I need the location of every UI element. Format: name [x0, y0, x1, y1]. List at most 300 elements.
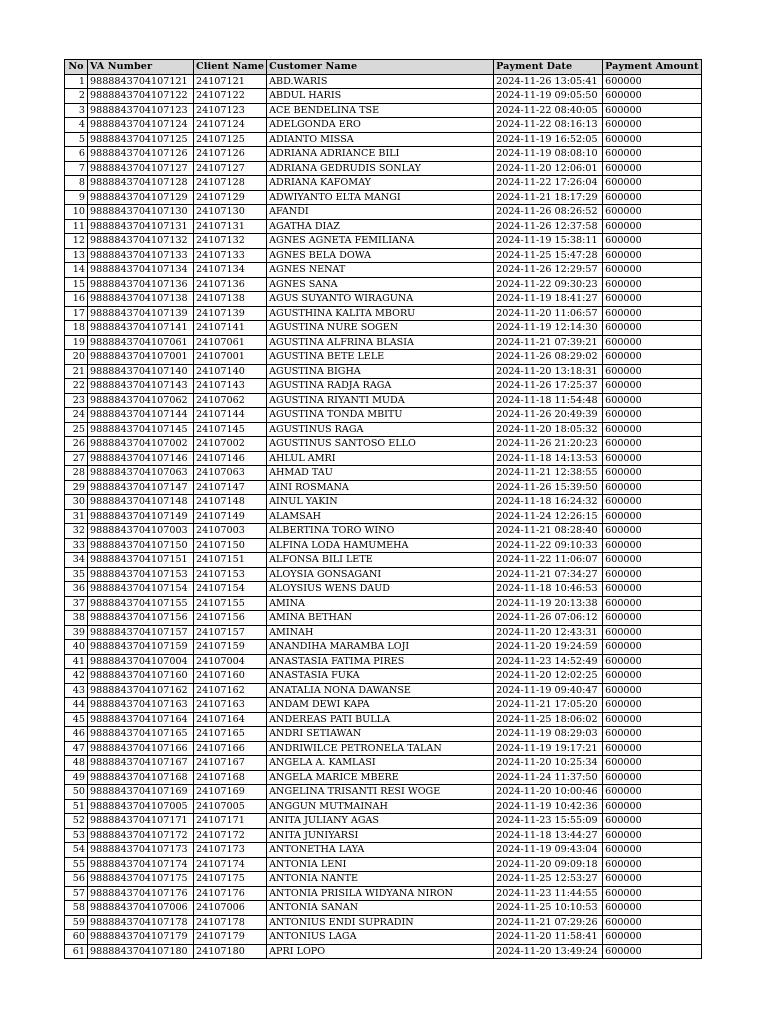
- cell-payment-amount: 600000: [603, 393, 702, 408]
- cell-no: 50: [65, 785, 88, 800]
- cell-no: 13: [65, 248, 88, 263]
- cell-no: 52: [65, 814, 88, 829]
- cell-no: 24: [65, 408, 88, 423]
- table-row: [65, 190, 702, 205]
- cell-client-name: 24107134: [194, 263, 267, 278]
- cell-payment-amount: 600000: [603, 611, 702, 626]
- cell-payment-amount: 600000: [603, 74, 702, 89]
- cell-va-number: 9888843704107004: [88, 654, 194, 669]
- cell-client-name: 24107169: [194, 785, 267, 800]
- cell-no: 12: [65, 234, 88, 249]
- table-row: [65, 509, 702, 524]
- cell-payment-amount: 600000: [603, 843, 702, 858]
- cell-payment-date: 2024-11-23 11:44:55: [494, 886, 603, 901]
- cell-va-number: 9888843704107131: [88, 219, 194, 234]
- cell-no: 5: [65, 132, 88, 147]
- cell-payment-amount: 600000: [603, 451, 702, 466]
- cell-va-number: 9888843704107164: [88, 712, 194, 727]
- cell-no: 26: [65, 437, 88, 452]
- cell-va-number: 9888843704107001: [88, 350, 194, 365]
- cell-client-name: 24107062: [194, 393, 267, 408]
- cell-customer-name: ANGGUN MUTMAINAH: [267, 799, 494, 814]
- cell-client-name: 24107172: [194, 828, 267, 843]
- cell-customer-name: AHLUL AMRI: [267, 451, 494, 466]
- cell-payment-date: 2024-11-23 14:52:49: [494, 654, 603, 669]
- table-row: [65, 756, 702, 771]
- cell-payment-date: 2024-11-22 09:10:33: [494, 538, 603, 553]
- cell-va-number: 9888843704107180: [88, 944, 194, 959]
- cell-customer-name: APRI LOPO: [267, 944, 494, 959]
- cell-client-name: 24107130: [194, 205, 267, 220]
- cell-payment-amount: 600000: [603, 437, 702, 452]
- table-row: [65, 132, 702, 147]
- cell-payment-date: 2024-11-19 09:40:47: [494, 683, 603, 698]
- cell-no: 46: [65, 727, 88, 742]
- cell-payment-date: 2024-11-18 13:44:27: [494, 828, 603, 843]
- cell-payment-date: 2024-11-20 19:24:59: [494, 640, 603, 655]
- cell-no: 23: [65, 393, 88, 408]
- header-no: No: [65, 60, 88, 75]
- table-row: [65, 582, 702, 597]
- table-row: [65, 422, 702, 437]
- cell-payment-date: 2024-11-19 19:17:21: [494, 741, 603, 756]
- cell-customer-name: AGUSTINUS SANTOSO ELLO: [267, 437, 494, 452]
- cell-payment-amount: 600000: [603, 509, 702, 524]
- table-row: [65, 683, 702, 698]
- cell-payment-date: 2024-11-20 12:43:31: [494, 625, 603, 640]
- cell-va-number: 9888843704107175: [88, 872, 194, 887]
- cell-va-number: 9888843704107122: [88, 89, 194, 104]
- cell-no: 34: [65, 553, 88, 568]
- table-row: [65, 161, 702, 176]
- cell-va-number: 9888843704107145: [88, 422, 194, 437]
- cell-va-number: 9888843704107156: [88, 611, 194, 626]
- cell-payment-amount: 600000: [603, 132, 702, 147]
- cell-customer-name: ANASTASIA FATIMA PIRES: [267, 654, 494, 669]
- table-row: [65, 712, 702, 727]
- cell-client-name: 24107144: [194, 408, 267, 423]
- cell-payment-amount: 600000: [603, 147, 702, 162]
- cell-va-number: 9888843704107150: [88, 538, 194, 553]
- cell-payment-amount: 600000: [603, 263, 702, 278]
- cell-payment-amount: 600000: [603, 538, 702, 553]
- table-row: [65, 799, 702, 814]
- table-row: [65, 350, 702, 365]
- cell-payment-amount: 600000: [603, 350, 702, 365]
- cell-client-name: 24107173: [194, 843, 267, 858]
- cell-payment-date: 2024-11-19 15:38:11: [494, 234, 603, 249]
- cell-payment-date: 2024-11-21 12:38:55: [494, 466, 603, 481]
- cell-client-name: 24107004: [194, 654, 267, 669]
- table-row: [65, 553, 702, 568]
- table-row: [65, 277, 702, 292]
- table-row: [65, 335, 702, 350]
- cell-no: 39: [65, 625, 88, 640]
- cell-client-name: 24107154: [194, 582, 267, 597]
- header-payment-amount: Payment Amount: [603, 60, 702, 75]
- cell-va-number: 9888843704107154: [88, 582, 194, 597]
- cell-payment-date: 2024-11-22 11:06:07: [494, 553, 603, 568]
- table-row: [65, 944, 702, 959]
- table-row: [65, 872, 702, 887]
- cell-payment-date: 2024-11-20 13:49:24: [494, 944, 603, 959]
- cell-client-name: 24107124: [194, 118, 267, 133]
- table-row: [65, 263, 702, 278]
- cell-customer-name: ADIANTO MISSA: [267, 132, 494, 147]
- cell-customer-name: ANITA JULIANY AGAS: [267, 814, 494, 829]
- cell-va-number: 9888843704107006: [88, 901, 194, 916]
- cell-no: 14: [65, 263, 88, 278]
- cell-no: 22: [65, 379, 88, 394]
- cell-customer-name: AMINA: [267, 596, 494, 611]
- cell-payment-date: 2024-11-20 11:58:41: [494, 930, 603, 945]
- cell-client-name: 24107005: [194, 799, 267, 814]
- cell-client-name: 24107178: [194, 915, 267, 930]
- cell-va-number: 9888843704107163: [88, 698, 194, 713]
- cell-client-name: 24107156: [194, 611, 267, 626]
- cell-no: 55: [65, 857, 88, 872]
- cell-va-number: 9888843704107179: [88, 930, 194, 945]
- cell-va-number: 9888843704107063: [88, 466, 194, 481]
- cell-client-name: 24107171: [194, 814, 267, 829]
- cell-va-number: 9888843704107171: [88, 814, 194, 829]
- cell-payment-date: 2024-11-19 08:08:10: [494, 147, 603, 162]
- cell-payment-date: 2024-11-20 09:09:18: [494, 857, 603, 872]
- cell-client-name: 24107166: [194, 741, 267, 756]
- cell-va-number: 9888843704107155: [88, 596, 194, 611]
- cell-va-number: 9888843704107148: [88, 495, 194, 510]
- cell-client-name: 24107001: [194, 350, 267, 365]
- table-row: [65, 364, 702, 379]
- cell-client-name: 24107063: [194, 466, 267, 481]
- cell-no: 3: [65, 103, 88, 118]
- cell-no: 60: [65, 930, 88, 945]
- cell-va-number: 9888843704107153: [88, 567, 194, 582]
- cell-customer-name: AINI ROSMANA: [267, 480, 494, 495]
- cell-customer-name: ANDRIWILCE PETRONELA TALAN: [267, 741, 494, 756]
- cell-no: 48: [65, 756, 88, 771]
- cell-payment-amount: 600000: [603, 495, 702, 510]
- cell-customer-name: AGUSTINA RIYANTI MUDA: [267, 393, 494, 408]
- cell-no: 9: [65, 190, 88, 205]
- cell-payment-date: 2024-11-23 15:55:09: [494, 814, 603, 829]
- cell-customer-name: ALBERTINA TORO WINO: [267, 524, 494, 539]
- cell-va-number: 9888843704107146: [88, 451, 194, 466]
- cell-client-name: 24107147: [194, 480, 267, 495]
- cell-customer-name: ANDAM DEWI KAPA: [267, 698, 494, 713]
- cell-payment-date: 2024-11-25 15:47:28: [494, 248, 603, 263]
- table-row: [65, 379, 702, 394]
- cell-payment-amount: 600000: [603, 828, 702, 843]
- cell-no: 31: [65, 509, 88, 524]
- cell-customer-name: ANGELA MARICE MBERE: [267, 770, 494, 785]
- table-row: [65, 495, 702, 510]
- cell-va-number: 9888843704107173: [88, 843, 194, 858]
- cell-payment-date: 2024-11-18 16:24:32: [494, 495, 603, 510]
- cell-no: 32: [65, 524, 88, 539]
- cell-payment-amount: 600000: [603, 364, 702, 379]
- table-row: [65, 176, 702, 191]
- cell-client-name: 24107145: [194, 422, 267, 437]
- table-row: [65, 901, 702, 916]
- cell-customer-name: AGUSTINA BIGHA: [267, 364, 494, 379]
- cell-no: 25: [65, 422, 88, 437]
- cell-payment-amount: 600000: [603, 785, 702, 800]
- cell-va-number: 9888843704107124: [88, 118, 194, 133]
- cell-customer-name: ALAMSAH: [267, 509, 494, 524]
- cell-va-number: 9888843704107143: [88, 379, 194, 394]
- cell-payment-amount: 600000: [603, 553, 702, 568]
- cell-payment-date: 2024-11-21 18:17:29: [494, 190, 603, 205]
- table-row: [65, 567, 702, 582]
- cell-client-name: 24107136: [194, 277, 267, 292]
- cell-customer-name: AGUSTINA ALFRINA BLASIA: [267, 335, 494, 350]
- cell-payment-date: 2024-11-26 17:25:37: [494, 379, 603, 394]
- table-row: [65, 524, 702, 539]
- cell-client-name: 24107003: [194, 524, 267, 539]
- header-va-number: VA Number: [88, 60, 194, 75]
- table-row: [65, 292, 702, 307]
- cell-payment-amount: 600000: [603, 712, 702, 727]
- cell-va-number: 9888843704107144: [88, 408, 194, 423]
- cell-va-number: 9888843704107139: [88, 306, 194, 321]
- cell-client-name: 24107168: [194, 770, 267, 785]
- cell-customer-name: AFANDI: [267, 205, 494, 220]
- cell-payment-date: 2024-11-21 17:05:20: [494, 698, 603, 713]
- cell-payment-amount: 600000: [603, 89, 702, 104]
- header-payment-date: Payment Date: [494, 60, 603, 75]
- cell-client-name: 24107131: [194, 219, 267, 234]
- cell-va-number: 9888843704107128: [88, 176, 194, 191]
- cell-customer-name: ANITA JUNIYARSI: [267, 828, 494, 843]
- table-row: [65, 654, 702, 669]
- cell-payment-amount: 600000: [603, 292, 702, 307]
- cell-payment-date: 2024-11-25 12:53:27: [494, 872, 603, 887]
- cell-no: 1: [65, 74, 88, 89]
- cell-no: 61: [65, 944, 88, 959]
- cell-client-name: 24107146: [194, 451, 267, 466]
- cell-no: 18: [65, 321, 88, 336]
- cell-customer-name: AMINA BETHAN: [267, 611, 494, 626]
- header-customer-name: Customer Name: [267, 60, 494, 75]
- cell-va-number: 9888843704107141: [88, 321, 194, 336]
- cell-payment-amount: 600000: [603, 277, 702, 292]
- table-row: [65, 698, 702, 713]
- cell-customer-name: ANATALIA NONA DAWANSE: [267, 683, 494, 698]
- cell-payment-date: 2024-11-20 11:06:57: [494, 306, 603, 321]
- cell-no: 27: [65, 451, 88, 466]
- cell-client-name: 24107125: [194, 132, 267, 147]
- cell-va-number: 9888843704107149: [88, 509, 194, 524]
- table-row: [65, 915, 702, 930]
- table-body: [65, 74, 702, 959]
- cell-no: 19: [65, 335, 88, 350]
- cell-payment-amount: 600000: [603, 741, 702, 756]
- table-row: [65, 669, 702, 684]
- cell-client-name: 24107133: [194, 248, 267, 263]
- cell-va-number: 9888843704107168: [88, 770, 194, 785]
- cell-no: 36: [65, 582, 88, 597]
- cell-payment-date: 2024-11-26 12:29:57: [494, 263, 603, 278]
- cell-va-number: 9888843704107005: [88, 799, 194, 814]
- cell-payment-amount: 600000: [603, 596, 702, 611]
- table-row: [65, 466, 702, 481]
- cell-va-number: 9888843704107178: [88, 915, 194, 930]
- cell-payment-date: 2024-11-19 12:14:30: [494, 321, 603, 336]
- cell-payment-date: 2024-11-26 08:29:02: [494, 350, 603, 365]
- cell-customer-name: AGUSTHINA KALITA MBORU: [267, 306, 494, 321]
- cell-no: 41: [65, 654, 88, 669]
- cell-no: 59: [65, 915, 88, 930]
- cell-payment-amount: 600000: [603, 640, 702, 655]
- header-client-name: Client Name: [194, 60, 267, 75]
- cell-client-name: 24107129: [194, 190, 267, 205]
- cell-no: 33: [65, 538, 88, 553]
- cell-client-name: 24107163: [194, 698, 267, 713]
- table-row: [65, 596, 702, 611]
- cell-payment-amount: 600000: [603, 422, 702, 437]
- cell-payment-amount: 600000: [603, 915, 702, 930]
- cell-client-name: 24107175: [194, 872, 267, 887]
- cell-no: 2: [65, 89, 88, 104]
- cell-payment-date: 2024-11-25 10:10:53: [494, 901, 603, 916]
- cell-client-name: 24107157: [194, 625, 267, 640]
- cell-no: 54: [65, 843, 88, 858]
- cell-no: 51: [65, 799, 88, 814]
- cell-client-name: 24107126: [194, 147, 267, 162]
- cell-client-name: 24107148: [194, 495, 267, 510]
- cell-customer-name: ANANDIHA MARAMBA LOJI: [267, 640, 494, 655]
- cell-payment-amount: 600000: [603, 306, 702, 321]
- cell-va-number: 9888843704107003: [88, 524, 194, 539]
- table-row: [65, 451, 702, 466]
- cell-payment-date: 2024-11-22 08:16:13: [494, 118, 603, 133]
- cell-customer-name: ALOYSIUS WENS DAUD: [267, 582, 494, 597]
- cell-payment-date: 2024-11-22 08:40:05: [494, 103, 603, 118]
- cell-client-name: 24107155: [194, 596, 267, 611]
- cell-payment-date: 2024-11-20 12:02:25: [494, 669, 603, 684]
- cell-client-name: 24107165: [194, 727, 267, 742]
- cell-payment-date: 2024-11-22 09:30:23: [494, 277, 603, 292]
- cell-payment-date: 2024-11-26 20:49:39: [494, 408, 603, 423]
- table-row: [65, 741, 702, 756]
- cell-client-name: 24107151: [194, 553, 267, 568]
- cell-no: 37: [65, 596, 88, 611]
- cell-no: 58: [65, 901, 88, 916]
- cell-payment-date: 2024-11-21 07:34:27: [494, 567, 603, 582]
- cell-payment-date: 2024-11-19 10:42:36: [494, 799, 603, 814]
- cell-customer-name: ANTONETHA LAYA: [267, 843, 494, 858]
- cell-va-number: 9888843704107062: [88, 393, 194, 408]
- cell-client-name: 24107140: [194, 364, 267, 379]
- cell-customer-name: AGUS SUYANTO WIRAGUNA: [267, 292, 494, 307]
- cell-customer-name: ANTONIA PRISILA WIDYANA NIRON: [267, 886, 494, 901]
- table-row: [65, 118, 702, 133]
- cell-customer-name: ALOYSIA GONSAGANI: [267, 567, 494, 582]
- table-row: [65, 321, 702, 336]
- table-row: [65, 480, 702, 495]
- cell-client-name: 24107150: [194, 538, 267, 553]
- cell-client-name: 24107162: [194, 683, 267, 698]
- cell-client-name: 24107160: [194, 669, 267, 684]
- cell-payment-amount: 600000: [603, 625, 702, 640]
- cell-payment-amount: 600000: [603, 930, 702, 945]
- cell-customer-name: ALFINA LODA HAMUMEHA: [267, 538, 494, 553]
- cell-client-name: 24107122: [194, 89, 267, 104]
- cell-client-name: 24107002: [194, 437, 267, 452]
- cell-payment-amount: 600000: [603, 103, 702, 118]
- table-row: [65, 234, 702, 249]
- cell-va-number: 9888843704107159: [88, 640, 194, 655]
- cell-va-number: 9888843704107061: [88, 335, 194, 350]
- cell-payment-date: 2024-11-21 07:29:26: [494, 915, 603, 930]
- cell-payment-amount: 600000: [603, 321, 702, 336]
- cell-payment-date: 2024-11-26 13:05:41: [494, 74, 603, 89]
- cell-va-number: 9888843704107138: [88, 292, 194, 307]
- cell-client-name: 24107121: [194, 74, 267, 89]
- cell-payment-amount: 600000: [603, 727, 702, 742]
- table-row: [65, 393, 702, 408]
- cell-no: 35: [65, 567, 88, 582]
- cell-client-name: 24107164: [194, 712, 267, 727]
- cell-client-name: 24107180: [194, 944, 267, 959]
- cell-va-number: 9888843704107002: [88, 437, 194, 452]
- cell-payment-amount: 600000: [603, 118, 702, 133]
- cell-no: 28: [65, 466, 88, 481]
- cell-va-number: 9888843704107129: [88, 190, 194, 205]
- cell-payment-amount: 600000: [603, 944, 702, 959]
- cell-client-name: 24107174: [194, 857, 267, 872]
- cell-customer-name: AGNES SANA: [267, 277, 494, 292]
- cell-va-number: 9888843704107169: [88, 785, 194, 800]
- cell-customer-name: AGNES AGNETA FEMILIANA: [267, 234, 494, 249]
- cell-va-number: 9888843704107127: [88, 161, 194, 176]
- cell-no: 40: [65, 640, 88, 655]
- cell-client-name: 24107141: [194, 321, 267, 336]
- cell-payment-date: 2024-11-20 10:25:34: [494, 756, 603, 771]
- table-row: [65, 205, 702, 220]
- cell-payment-amount: 600000: [603, 466, 702, 481]
- cell-va-number: 9888843704107136: [88, 277, 194, 292]
- cell-payment-amount: 600000: [603, 756, 702, 771]
- cell-customer-name: ACE BENDELINA TSE: [267, 103, 494, 118]
- cell-payment-amount: 600000: [603, 886, 702, 901]
- cell-payment-amount: 600000: [603, 901, 702, 916]
- cell-payment-amount: 600000: [603, 567, 702, 582]
- table-row: [65, 89, 702, 104]
- cell-payment-date: 2024-11-26 15:39:50: [494, 480, 603, 495]
- table-row: [65, 306, 702, 321]
- cell-no: 20: [65, 350, 88, 365]
- cell-customer-name: AGUSTINA BETE LELE: [267, 350, 494, 365]
- cell-customer-name: ANGELA A. KAMLASI: [267, 756, 494, 771]
- table-row: [65, 843, 702, 858]
- cell-payment-date: 2024-11-19 18:41:27: [494, 292, 603, 307]
- table-row: [65, 248, 702, 263]
- cell-payment-date: 2024-11-19 09:05:50: [494, 89, 603, 104]
- cell-no: 21: [65, 364, 88, 379]
- cell-payment-amount: 600000: [603, 857, 702, 872]
- cell-va-number: 9888843704107151: [88, 553, 194, 568]
- cell-customer-name: ANTONIA SANAN: [267, 901, 494, 916]
- cell-no: 57: [65, 886, 88, 901]
- cell-customer-name: ANGELINA TRISANTI RESI WOGE: [267, 785, 494, 800]
- cell-client-name: 24107176: [194, 886, 267, 901]
- cell-payment-amount: 600000: [603, 379, 702, 394]
- cell-va-number: 9888843704107132: [88, 234, 194, 249]
- payment-table: [64, 59, 702, 959]
- cell-payment-amount: 600000: [603, 524, 702, 539]
